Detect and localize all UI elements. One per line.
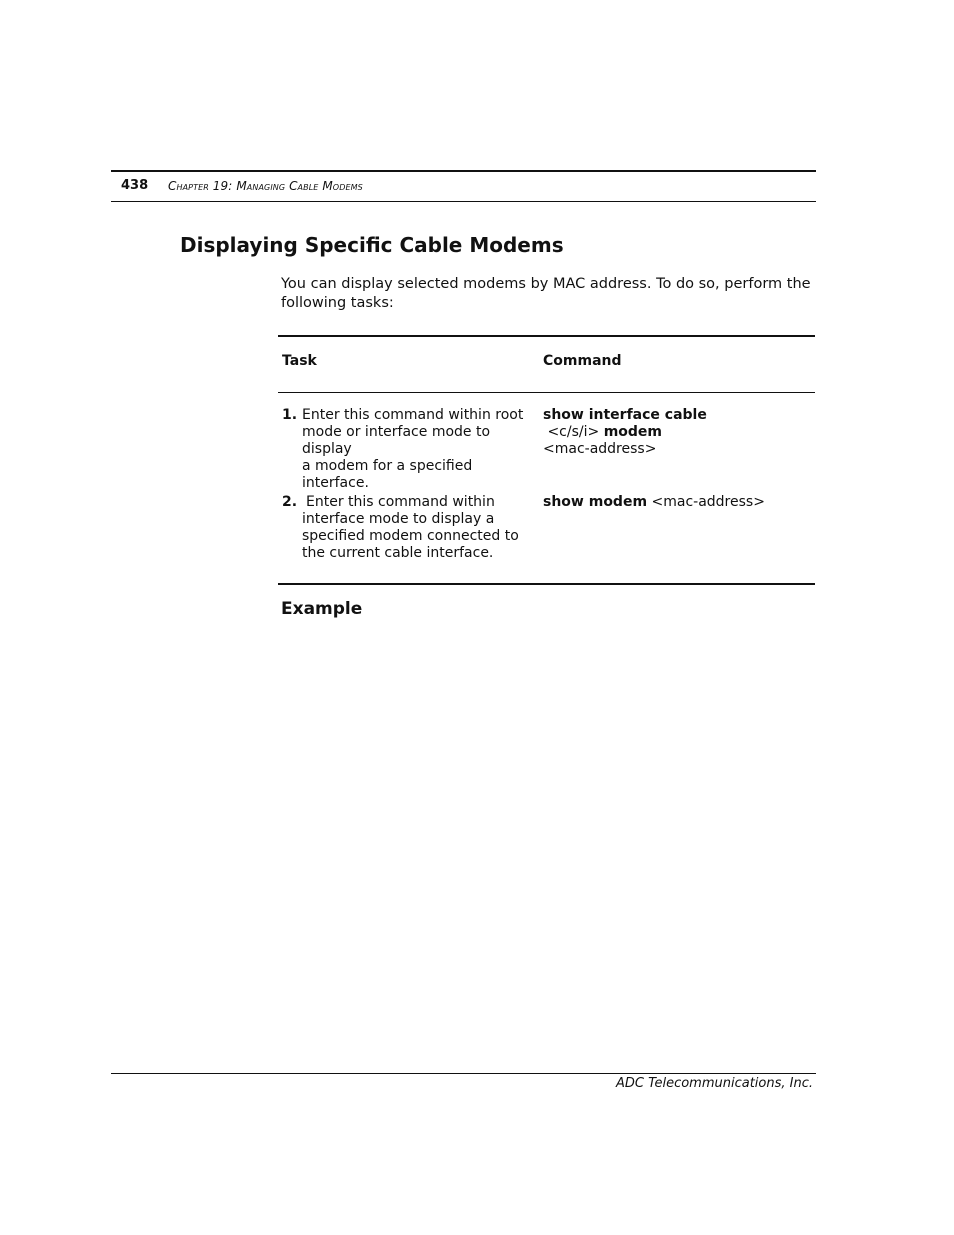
task-description xyxy=(302,407,537,492)
command-line xyxy=(543,494,813,511)
table-top-rule xyxy=(278,335,815,337)
command-keyword: modem xyxy=(603,424,662,440)
command-cell xyxy=(543,494,813,511)
table-bottom-rule xyxy=(278,583,815,585)
header-top-rule xyxy=(111,170,816,172)
column-header-task: Task xyxy=(282,353,317,369)
task-line: specified modem connected to xyxy=(302,528,519,544)
command-argument: <mac-address> xyxy=(543,441,657,457)
running-head: Chapter 19: Managing Cable Modems xyxy=(168,179,363,193)
task-line: the current cable interface. xyxy=(302,545,494,561)
command-argument: <c/s/i> xyxy=(543,424,604,440)
intro-paragraph: You can display selected modems by MAC address. To do so, perform the following tasks: xyxy=(281,276,811,311)
column-header-command: Command xyxy=(543,353,622,369)
task-line: a modem for a specified interface. xyxy=(302,458,473,491)
command-line xyxy=(543,407,813,441)
command-argument: <mac-address> xyxy=(647,494,765,510)
task-line: Enter this command within root xyxy=(302,407,524,423)
step-number: 1. xyxy=(282,407,298,423)
header-bottom-rule xyxy=(111,201,816,202)
step-number: 2. xyxy=(282,494,298,510)
example-heading: Example xyxy=(281,599,363,619)
task-description xyxy=(302,494,537,562)
footer-rule xyxy=(111,1073,816,1074)
footer-publisher: ADC Telecommunications, Inc. xyxy=(616,1076,813,1091)
task-line: interface mode to display a xyxy=(302,511,495,527)
command-cell xyxy=(543,407,813,458)
section-title: Displaying Specific Cable Modems xyxy=(180,233,564,257)
page-number: 438 xyxy=(121,178,149,193)
command-keyword: show modem xyxy=(543,494,648,510)
command-keyword: show interface cable xyxy=(543,407,707,423)
task-line: mode or interface mode to display xyxy=(302,424,491,457)
task-line: Enter this command within xyxy=(306,494,495,510)
table-header-rule xyxy=(278,392,815,393)
